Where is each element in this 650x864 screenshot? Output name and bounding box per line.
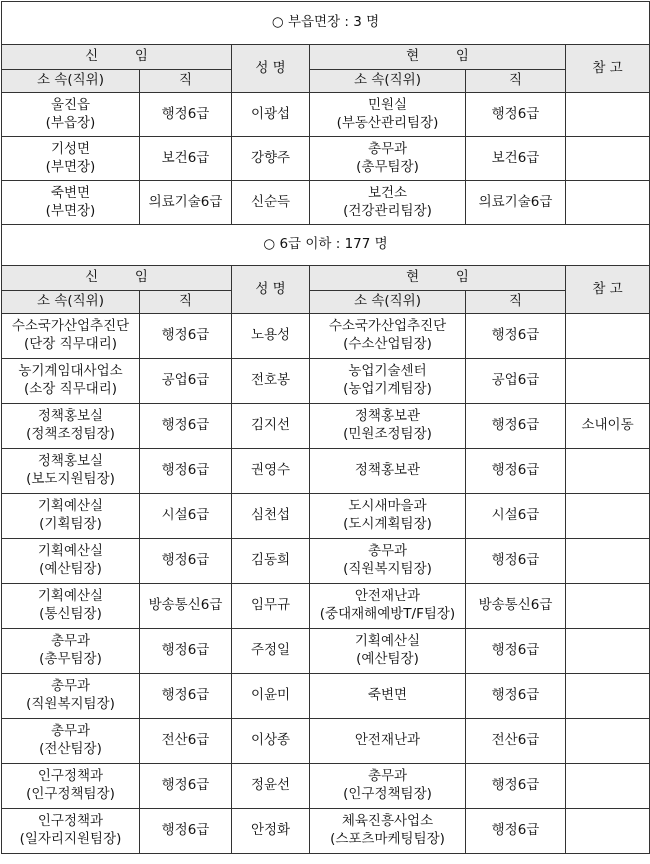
new-dept-cell-line: (기획팀장) [39, 516, 102, 532]
current-grade-cell: 행정6급 [466, 674, 566, 719]
header-current-dept: 소 속(직위) [310, 70, 466, 93]
table-row [2, 137, 650, 181]
header-current-grade: 직 [466, 70, 566, 93]
current-grade-cell: 시설6급 [466, 494, 566, 539]
current-dept-cell-line: 수소국가산업추진단 [328, 318, 447, 335]
new-dept-cell-line: 수소국가산업추진단 [11, 318, 130, 335]
note-cell [566, 137, 650, 181]
new-dept-cell-line: 농기계임대사업소 [18, 363, 123, 380]
new-grade-cell: 행정6급 [140, 629, 232, 674]
new-grade-cell: 행정6급 [140, 764, 232, 809]
current-dept-cell-line: 도시새마을과 [348, 498, 427, 515]
header-current [310, 266, 566, 291]
new-dept-cell [2, 449, 140, 494]
new-dept-cell [2, 809, 140, 854]
new-dept-cell-line: 기성면 [50, 140, 91, 157]
name-cell: 김지선 [232, 404, 310, 449]
header-note [566, 266, 650, 314]
current-dept-cell-line: 총무과 [367, 140, 408, 157]
name-cell: 신순득 [232, 181, 310, 225]
header-new-dept: 소 속(직위) [2, 291, 140, 314]
current-dept-cell [310, 314, 466, 359]
current-dept-cell-line: (부동산관리팀장) [336, 114, 439, 131]
current-grade-cell: 전산6급 [466, 719, 566, 764]
new-dept-cell-line: 인구정책과 [37, 813, 104, 830]
current-grade-cell: 행정6급 [466, 539, 566, 584]
table-row [2, 494, 650, 539]
current-grade-cell: 방송통신6급 [466, 584, 566, 629]
current-dept-cell-line: (직원복지팀장) [343, 561, 432, 577]
header-name [232, 266, 310, 314]
table-row [2, 809, 650, 854]
current-dept-cell [310, 584, 466, 629]
new-dept-cell [2, 719, 140, 764]
note-cell [566, 181, 650, 225]
personnel-table [1, 1, 650, 854]
new-dept-cell-line: (전산팀장) [39, 741, 102, 757]
new-grade-cell: 행정6급 [140, 93, 232, 137]
new-dept-cell-line: 기획예산실 [37, 543, 104, 560]
current-dept-cell-line: 안전재난과 [354, 588, 421, 605]
note-cell [566, 314, 650, 359]
new-dept-cell [2, 584, 140, 629]
table-row [2, 93, 650, 137]
table-row [2, 181, 650, 225]
new-grade-cell: 행정6급 [140, 809, 232, 854]
current-grade-cell: 행정6급 [466, 449, 566, 494]
header-name [232, 45, 310, 93]
new-grade-cell: 행정6급 [140, 539, 232, 584]
note-cell: 소내이동 [566, 404, 650, 449]
current-grade-cell: 행정6급 [466, 764, 566, 809]
new-dept-cell-line: 인구정책과 [37, 768, 104, 785]
header-note-label: 참 고 [592, 280, 623, 297]
current-grade-cell: 의료기술6급 [466, 181, 566, 225]
current-dept-cell-line: 죽변면 [367, 687, 408, 704]
current-dept-cell-line: (스포츠마케팅팀장) [330, 831, 445, 847]
current-dept-cell-line: 체육진흥사업소 [341, 813, 434, 830]
section-title: ○ 6급 이하 : 177 명 [2, 225, 650, 266]
new-dept-cell-line: 기획예산실 [37, 498, 104, 515]
new-dept-cell-line: (부읍장) [45, 114, 96, 131]
new-dept-cell [2, 93, 140, 137]
note-cell [566, 359, 650, 404]
header-name-label: 성 명 [255, 59, 286, 76]
current-dept-cell [310, 404, 466, 449]
table-row [2, 584, 650, 629]
note-cell [566, 584, 650, 629]
current-grade-cell: 행정6급 [466, 404, 566, 449]
current-dept-cell-line: 농업기술센터 [348, 363, 427, 380]
new-dept-cell [2, 764, 140, 809]
new-grade-cell: 전산6급 [140, 719, 232, 764]
header-new [2, 266, 232, 291]
current-dept-cell-line: 기획예산실 [354, 633, 421, 650]
new-dept-cell [2, 674, 140, 719]
new-dept-cell [2, 629, 140, 674]
new-grade-cell: 공업6급 [140, 359, 232, 404]
section-title: ○ 부읍면장 : 3 명 [2, 2, 650, 45]
table-row [2, 674, 650, 719]
table-row [2, 629, 650, 674]
new-dept-cell-line: (통신팀장) [39, 606, 102, 622]
new-dept-cell [2, 137, 140, 181]
note-cell [566, 494, 650, 539]
new-dept-cell-line: 죽변면 [50, 184, 91, 201]
note-cell [566, 809, 650, 854]
header-new-label: 신 임 [85, 48, 165, 65]
name-cell: 권영수 [232, 449, 310, 494]
new-grade-cell: 행정6급 [140, 314, 232, 359]
new-dept-cell-line: (일자리지원팀장) [19, 831, 122, 847]
current-grade-cell: 보건6급 [466, 137, 566, 181]
name-cell: 임무규 [232, 584, 310, 629]
note-cell [566, 764, 650, 809]
current-dept-cell-line: (도시계획팀장) [343, 516, 432, 532]
header-note [566, 45, 650, 93]
current-dept-cell [310, 629, 466, 674]
name-cell: 이광섭 [232, 93, 310, 137]
new-dept-cell [2, 494, 140, 539]
new-dept-cell-line: (총무팀장) [39, 651, 102, 667]
new-dept-cell [2, 404, 140, 449]
current-dept-cell [310, 764, 466, 809]
new-dept-cell-line: 기획예산실 [37, 588, 104, 605]
header-new-dept: 소 속(직위) [2, 70, 140, 93]
name-cell: 강향주 [232, 137, 310, 181]
new-dept-cell-line: 총무과 [50, 723, 91, 740]
header-new-grade: 직 [140, 291, 232, 314]
new-dept-cell-line: 총무과 [50, 678, 91, 695]
current-dept-cell [310, 359, 466, 404]
new-dept-cell-line: (단장 직무대리) [23, 336, 118, 352]
new-dept-cell-line: (부면장) [45, 158, 96, 175]
new-grade-cell: 의료기술6급 [140, 181, 232, 225]
name-cell: 심천섭 [232, 494, 310, 539]
name-cell: 전호봉 [232, 359, 310, 404]
current-dept-cell [310, 539, 466, 584]
new-dept-cell [2, 314, 140, 359]
current-dept-cell [310, 494, 466, 539]
current-dept-cell-line: 총무과 [367, 543, 408, 560]
header-note-label: 참 고 [592, 59, 623, 76]
new-dept-cell-line: (인구정책팀장) [26, 786, 115, 802]
current-dept-cell [310, 449, 466, 494]
current-dept-cell-line: (예산팀장) [356, 651, 419, 667]
current-grade-cell: 행정6급 [466, 314, 566, 359]
header-new [2, 45, 232, 70]
current-dept-cell [310, 719, 466, 764]
new-dept-cell-line: (보도지원팀장) [26, 471, 115, 487]
table-row [2, 719, 650, 764]
table-row [2, 359, 650, 404]
table-row [2, 539, 650, 584]
current-dept-cell-line: 정책홍보관 [354, 408, 421, 425]
new-dept-cell-line: (부면장) [45, 202, 96, 219]
name-cell: 이윤미 [232, 674, 310, 719]
name-cell: 김동희 [232, 539, 310, 584]
note-cell [566, 449, 650, 494]
name-cell: 노용성 [232, 314, 310, 359]
note-cell [566, 674, 650, 719]
new-dept-cell [2, 181, 140, 225]
current-dept-cell-line: 민원실 [367, 96, 408, 113]
current-dept-cell-line: 정책홍보관 [354, 462, 421, 479]
current-dept-cell-line: (민원조정팀장) [343, 426, 432, 442]
current-grade-cell: 공업6급 [466, 359, 566, 404]
new-dept-cell-line: 울진읍 [50, 96, 91, 113]
table-row [2, 314, 650, 359]
current-dept-cell-line: 보건소 [367, 184, 408, 201]
header-current [310, 45, 566, 70]
header-current-label: 현 임 [406, 269, 486, 286]
current-dept-cell-line: (농업기계팀장) [343, 381, 432, 397]
current-grade-cell: 행정6급 [466, 93, 566, 137]
name-cell: 정윤선 [232, 764, 310, 809]
new-dept-cell-line: 정책홍보실 [37, 408, 104, 425]
current-dept-cell [310, 137, 466, 181]
new-grade-cell: 보건6급 [140, 137, 232, 181]
new-dept-cell-line: (정책조정팀장) [26, 426, 115, 442]
new-dept-cell-line: 정책홍보실 [37, 453, 104, 470]
current-dept-cell [310, 809, 466, 854]
current-dept-cell-line: (총무팀장) [356, 158, 419, 175]
current-dept-cell [310, 674, 466, 719]
new-grade-cell: 시설6급 [140, 494, 232, 539]
current-dept-cell [310, 181, 466, 225]
new-dept-cell-line: 총무과 [50, 633, 91, 650]
header-current-grade: 직 [466, 291, 566, 314]
new-dept-cell-line: (직원복지팀장) [26, 696, 115, 712]
header-current-dept: 소 속(직위) [310, 291, 466, 314]
header-name-label: 성 명 [255, 280, 286, 297]
name-cell: 이상종 [232, 719, 310, 764]
table-row [2, 404, 650, 449]
current-dept-cell-line: (인구정책팀장) [343, 786, 432, 802]
current-grade-cell: 행정6급 [466, 629, 566, 674]
name-cell: 주정일 [232, 629, 310, 674]
current-dept-cell-line: 안전재난과 [354, 732, 421, 749]
current-dept-cell-line: (중대재해예방T/F팀장) [319, 606, 456, 622]
new-grade-cell: 행정6급 [140, 404, 232, 449]
new-grade-cell: 행정6급 [140, 449, 232, 494]
current-grade-cell: 행정6급 [466, 809, 566, 854]
header-current-label: 현 임 [406, 48, 486, 65]
header-new-grade: 직 [140, 70, 232, 93]
new-dept-cell [2, 539, 140, 584]
note-cell [566, 629, 650, 674]
new-dept-cell-line: (소장 직무대리) [23, 381, 118, 397]
new-grade-cell: 방송통신6급 [140, 584, 232, 629]
current-dept-cell-line: (수소산업팀장) [343, 336, 432, 352]
note-cell [566, 93, 650, 137]
new-dept-cell-line: (예산팀장) [39, 561, 102, 577]
current-dept-cell [310, 93, 466, 137]
current-dept-cell-line: 총무과 [367, 768, 408, 785]
name-cell: 안정화 [232, 809, 310, 854]
table-row [2, 764, 650, 809]
header-new-label: 신 임 [85, 269, 165, 286]
current-dept-cell-line: (건강관리팀장) [343, 202, 432, 219]
table-row [2, 449, 650, 494]
new-dept-cell [2, 359, 140, 404]
note-cell [566, 719, 650, 764]
note-cell [566, 539, 650, 584]
new-grade-cell: 행정6급 [140, 674, 232, 719]
